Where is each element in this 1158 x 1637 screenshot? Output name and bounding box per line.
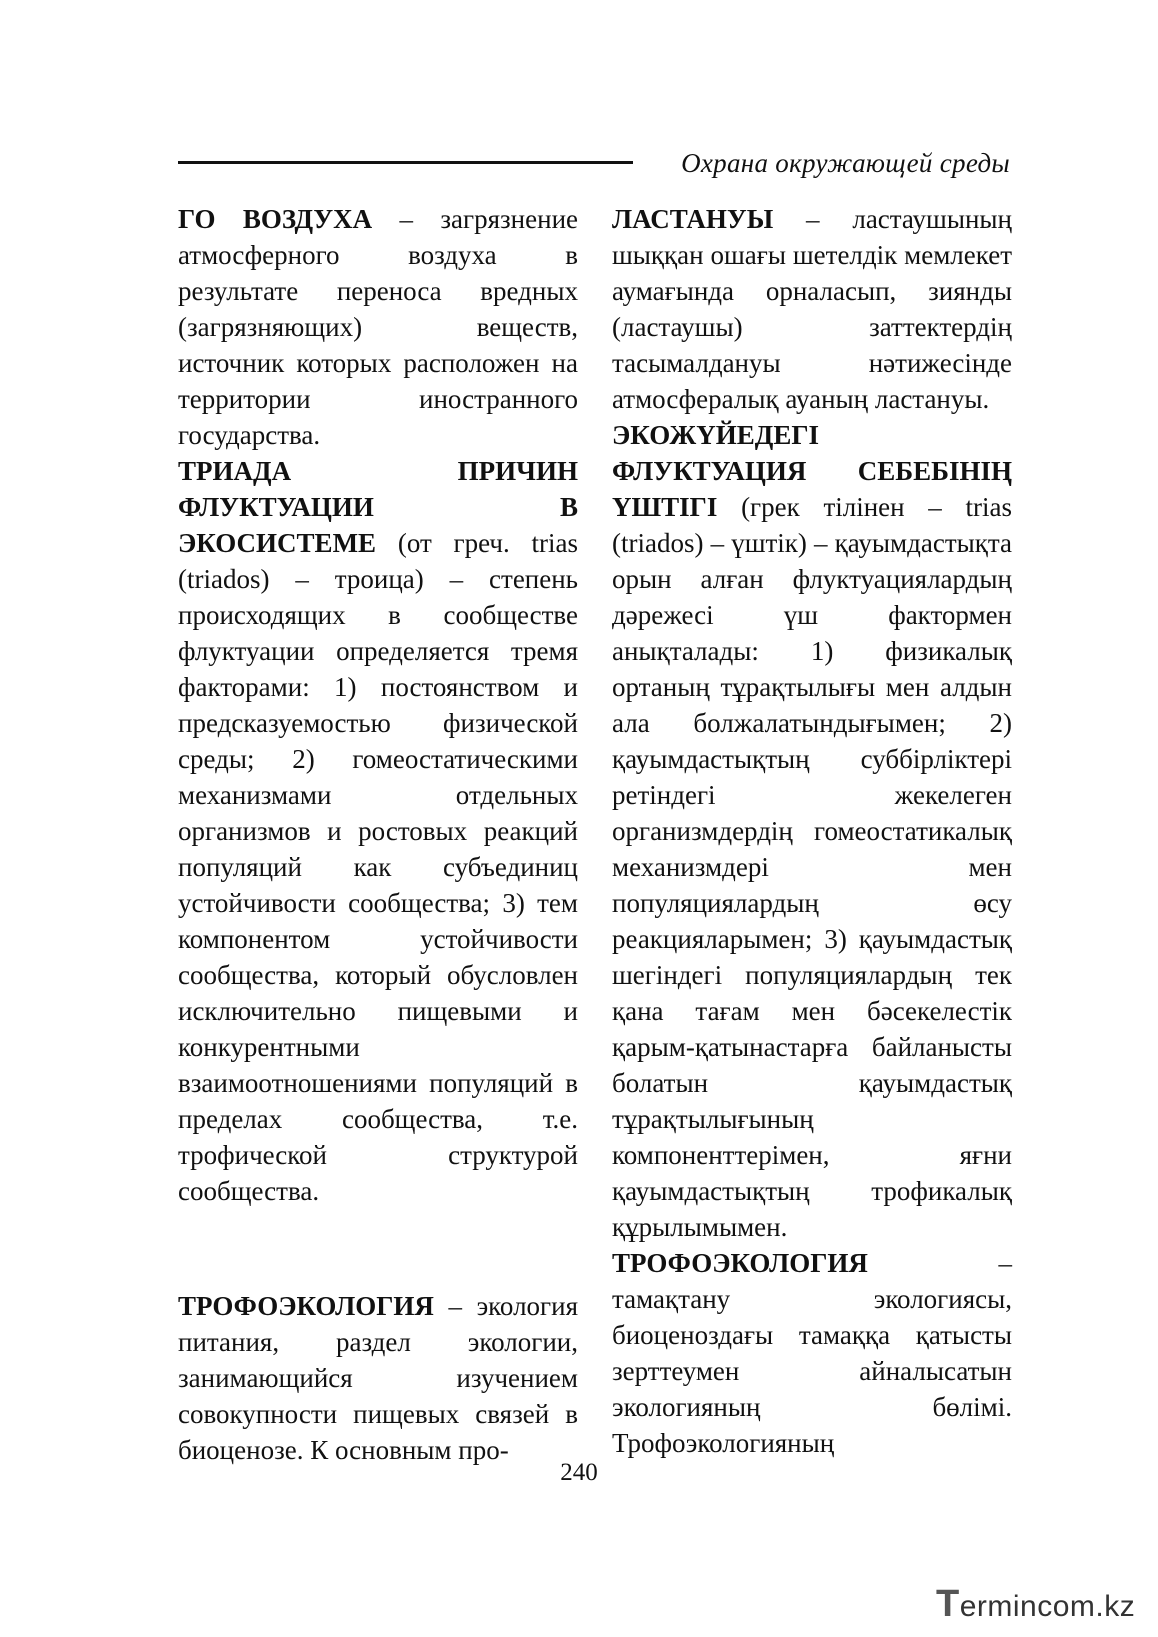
entry-term: ТРИАДА ПРИЧИН ФЛУКТУАЦИИ В ЭКОСИСТЕМЕ [178, 456, 578, 558]
header-rule [178, 161, 633, 164]
entry-trophoecology-kz [612, 1245, 1012, 1461]
entry-term: ЭКОЖҮЙЕДЕГІ ФЛУКТУАЦИЯ СЕБЕБІНІҢ ҮШТІГІ [612, 420, 1012, 522]
watermark-logo [936, 1583, 1136, 1625]
entry-text: – ластаушының шыққан ошағы шетелдік мемлекет аумағында орналасып, зиянды (ластаушы) заттектердің тасымалдануы нәтижесінде атмосфералық ауаның ластануы. [612, 204, 1012, 414]
entry-term: ТРОФОЭКОЛОГИЯ [178, 1291, 434, 1321]
watermark-initial: T [936, 1583, 960, 1625]
entry-term: ЛАСТАНУЫ [612, 204, 774, 234]
entry-text: – загрязнение атмосферного воздуха в результате переноса вредных (загрязняющих) веществ, источник которых расположен на территории иностранного государства. [178, 204, 578, 450]
entry-trophoecology-ru [178, 1288, 578, 1468]
entry-text: – тамақтану экологиясы, биоценоздағы тамаққа қатысты зерттеумен айналысатын экологияның бөлімі. Трофоэкологияның [612, 1248, 1012, 1458]
entry-term: ТРОФОЭКОЛОГИЯ [612, 1248, 868, 1278]
entry-term: ГО ВОЗДУХА [178, 204, 373, 234]
entry-air-pollution-kz [612, 201, 1012, 417]
left-column [178, 201, 578, 1468]
entry-air-pollution-ru [178, 201, 578, 453]
entry-text: (от греч. trias (triados) – троица) – степень происходящих в сообществе флуктуации определяется тремя факторами: 1) постоянством и предсказуемостью физической среды; 2) гомеостатическими механизмами отдельных организмов и ростовых реакций популяций как субъединиц устойчивости сообщества; 3) тем компонентом устойчивости сообщества, который обусловлен исключительно пищевыми и конкурентными взаимоотношениями популяций в пределах сообщества, т.е. трофической структурой сообщества. [178, 528, 578, 1206]
entry-text: – экология питания, раздел экологии, занимающийся изучением совокупности пищевых связей в биоценозе. К основным про- [178, 1291, 578, 1465]
page-number: 240 [560, 1459, 598, 1486]
entry-triad-kz [612, 417, 1012, 1245]
entry-triad-ru [178, 453, 578, 1209]
right-column [612, 201, 1012, 1461]
watermark-text: ermincom.kz [959, 1590, 1136, 1623]
running-head: Охрана окружающей среды [681, 148, 1010, 178]
spacer [178, 1209, 578, 1288]
entry-text: (грек тілінен – trias (triados) – үштік) – қауымдастықта орын алған флуктуациялардың дәрежесі үш фактормен анықталады: 1) физикалық ортаның тұрақтылығы мен алдын ала болжалатындығымен; 2) қауымдастықтың суббірліктері ретіндегі жекелеген организмдердің гомеостатикалық механизмдері мен популяциялардың өсу реакцияларымен; 3) қауымдастық шегіндегі популяциялардың тек қана тағам мен бәсекелестік қарым-қатынастарға байланысты болатын қауымдастық тұрақтылығының компоненттерімен, яғни қауымдастықтың трофикалық құрылымымен. [612, 492, 1012, 1242]
